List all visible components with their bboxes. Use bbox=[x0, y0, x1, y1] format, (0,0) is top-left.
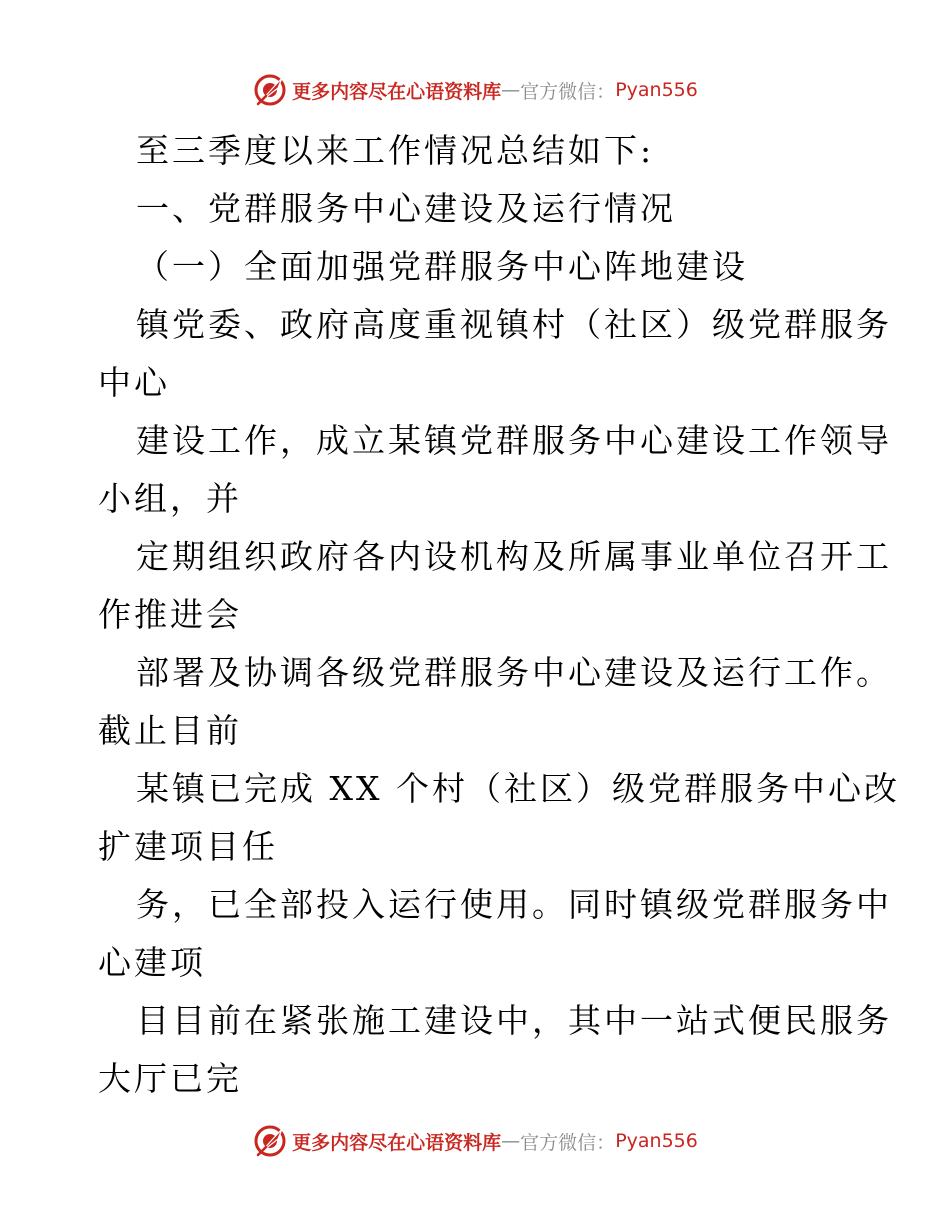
watermark-wechat-label: 官方微信： bbox=[520, 1131, 616, 1154]
text-line: 作推进会 bbox=[98, 595, 242, 634]
text-line: 截止目前 bbox=[98, 711, 242, 750]
watermark-title: 更多内容尽在心语资料库 bbox=[292, 1131, 502, 1154]
header-watermark bbox=[0, 70, 950, 110]
text-line: 小组，并 bbox=[98, 479, 242, 518]
subsection-heading: （一）全面加强党群服务中心阵地建设 bbox=[136, 247, 748, 286]
text-line: 镇党委、政府高度重视镇村（社区）级党群服务 bbox=[136, 305, 892, 344]
text-line: 定期组织政府各内设机构及所属事业单位召开工 bbox=[136, 537, 892, 576]
text-line: 中心 bbox=[98, 363, 170, 402]
watermark-wechat-id: Pyan556 bbox=[615, 1130, 698, 1152]
text-line: 建设工作，成立某镇党群服务中心建设工作领导 bbox=[136, 421, 892, 460]
document-body bbox=[98, 122, 900, 1108]
quill-logo-icon bbox=[252, 1123, 288, 1159]
text-line: 大厅已完 bbox=[98, 1059, 242, 1098]
text-line: 至三季度以来工作情况总结如下: bbox=[136, 131, 655, 170]
footer-watermark bbox=[0, 1121, 950, 1161]
text-line: 心建项 bbox=[98, 943, 206, 982]
text-line: 扩建项目任 bbox=[98, 827, 278, 866]
watermark-title: 更多内容尽在心语资料库 bbox=[292, 80, 502, 103]
section-heading: 一、党群服务中心建设及运行情况 bbox=[136, 189, 676, 228]
text-line: 务，已全部投入运行使用。同时镇级党群服务中 bbox=[136, 885, 892, 924]
text-line: 某镇已完成 XX 个村（社区）级党群服务中心改 bbox=[136, 769, 900, 808]
text-line: 目目前在紧张施工建设中，其中一站式便民服务 bbox=[136, 1001, 892, 1040]
text-line: 部署及协调各级党群服务中心建设及运行工作。 bbox=[136, 653, 892, 692]
watermark-wechat-label: 官方微信： bbox=[520, 80, 616, 103]
watermark-dash: — bbox=[501, 79, 521, 101]
watermark-dash: — bbox=[501, 1130, 521, 1152]
watermark-wechat-id: Pyan556 bbox=[615, 79, 698, 101]
quill-logo-icon bbox=[252, 72, 288, 108]
